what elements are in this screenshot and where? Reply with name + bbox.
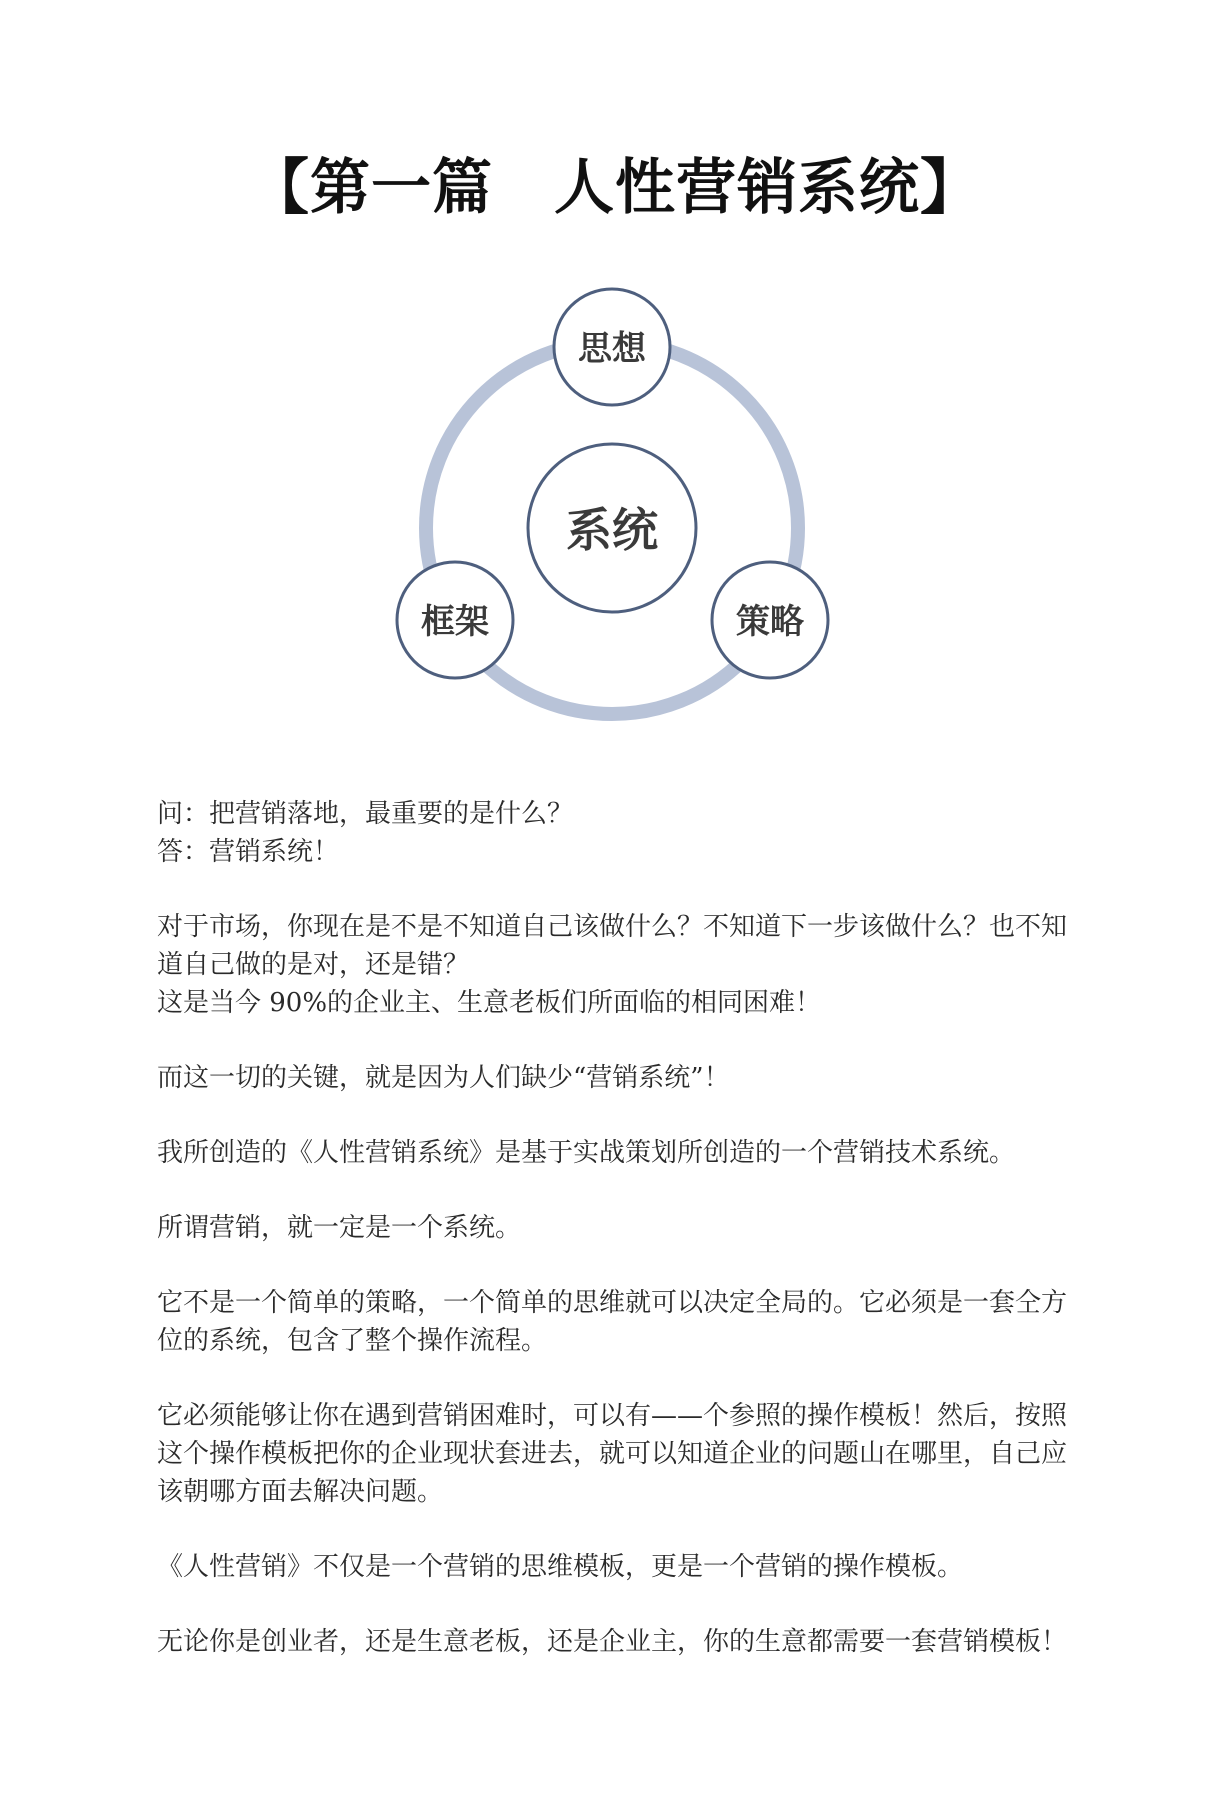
text-line: 《人性营销》不仅是一个营销的思维模板，更是一个营销的操作模板。 bbox=[157, 1552, 964, 1582]
paragraph bbox=[157, 1548, 1087, 1586]
text-line: 位的系统，包含了整个操作流程。 bbox=[157, 1326, 548, 1356]
text-line: 而这一切的关键，就是因为人们缺少“营销系统”！ bbox=[157, 1063, 730, 1093]
paragraph bbox=[157, 1284, 1087, 1360]
text-line: 这个操作模板把你的企业现状套进去，就可以知道企业的问题山在哪里，自己应 bbox=[157, 1439, 1068, 1469]
node-top-label: 思想 bbox=[578, 329, 646, 369]
paragraph bbox=[157, 1623, 1087, 1661]
system-diagram bbox=[0, 0, 1230, 760]
text-line: 所谓营销，就一定是一个系统。 bbox=[157, 1213, 522, 1243]
paragraph bbox=[157, 1059, 1087, 1097]
paragraph bbox=[157, 1134, 1087, 1172]
center-label: 系统 bbox=[566, 503, 658, 557]
paragraph-qa bbox=[157, 795, 1087, 871]
node-left-label: 框架 bbox=[421, 602, 489, 642]
text-line: 它不是一个简单的策略，一个简单的思维就可以决定全局的。它必须是一套仝方 bbox=[157, 1288, 1068, 1318]
paragraph bbox=[157, 1209, 1087, 1247]
node-right-label: 策略 bbox=[736, 602, 804, 642]
article-body bbox=[157, 795, 1087, 1698]
text-line: 答：营销系统！ bbox=[157, 837, 340, 867]
paragraph bbox=[157, 1397, 1087, 1511]
text-line: 道自己做的是对，还是错？ bbox=[157, 950, 470, 980]
text-line: 问：把营销落地，最重要的是什么？ bbox=[157, 799, 574, 829]
text-line: 对于市场，你现在是不是不知道自己该做什么？不知道下一步该做什么？也不知 bbox=[157, 912, 1068, 942]
text-line: 这是当今 90%的企业主、生意老板们所面临的相同困难！ bbox=[157, 988, 822, 1018]
text-line: 我所创造的《人性营销系统》是基于实战策划所创造的一个营销技术系统。 bbox=[157, 1138, 1016, 1168]
text-line: 该朝哪方面去解决问题。 bbox=[157, 1477, 444, 1507]
page-title: 【第一篇 人性营销系统】 bbox=[249, 153, 981, 223]
text-line: 无论你是创业者，还是生意老板，还是企业主，你的生意都需要一套营销模板！ bbox=[157, 1627, 1068, 1657]
paragraph bbox=[157, 908, 1087, 1022]
text-line: 它必须能够让你在遇到营销困难时，可以有——个参照的操作模板！然后，按照 bbox=[157, 1401, 1068, 1431]
